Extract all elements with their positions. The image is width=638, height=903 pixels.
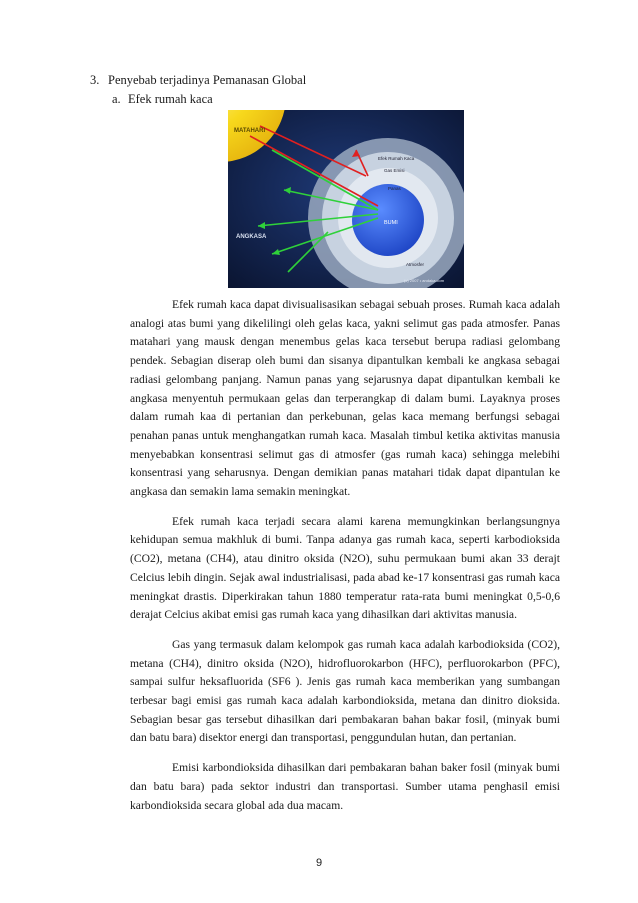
section-heading (90, 72, 306, 88)
label-atmosphere: Atmosfer (406, 262, 425, 267)
label-sun: MATAHARI (234, 128, 266, 134)
section-title: Penyebab terjadinya Pemanasan Global (108, 73, 307, 87)
label-space: ANGKASA (236, 234, 267, 240)
paragraph-1: Efek rumah kaca dapat divisualisasikan sebagai sebuah proses. Rumah kaca adalah analogi atas bumi yang dikelilingi oleh gelas kaca, yakni selimut gas pada atmosfer. Panas matahari yang mausk dengan menembus gelas kaca tersebut berupa radiasi gelombang pendek. Sebagian diserap oleh bumi dan sisanya dipantulkan kembali ke angkasa sebagai radiasi gelombang panjang. Namun panas yang sejarusnya dapat dipantulkan kembali ke angkasa menyentuh permukaan gelas dan terperangkap di dalam bumi. Layaknya proses dalam rumah kaa di pertanian dan perkebunan, gelas kaca memang berfungsi sebagai penahan panas untuk menghangatkan rumah kaca. Masalah timbul ketika aktivitas manusia menyebabkan konsentrasi selimut gas di atmosfer (gas rumah kaca) sehingga melebihi konsentrasi yang seharusnya. Dengan demikian panas matahari tidak dapat dipantulan ke angkasa dan semakin lama semakin meningkat. (130, 298, 560, 499)
label-greenhouse: Efek Rumah Kaca (378, 156, 415, 161)
label-emission: Gas Emisi (384, 168, 405, 173)
greenhouse-effect-figure (228, 110, 464, 288)
section-number: 3. (90, 73, 100, 87)
label-heat: Panas (388, 186, 401, 191)
paragraph-3: Gas yang termasuk dalam kelompok gas rumah kaca adalah karbodioksida (CO2), metana (CH4), dinitro oksida (N2O), hidrofluorokarbon (HFC), perfluorokarbon (PFC), sampai sulfur heksafluorida (SF6 ). Jenis gas rumah kaca memberikan yang sumbangan terbesar bagi emisi gas rumah kaca adalah karbondioksida, metana dan dinitro dioksida. Sebagian besar gas tersebut dihasilkan dari pembakaran bahan bakar fosil, (minyak bumi dan batu bara) disektor energi dan transportasi, penggundulan hutan, dan pertanian. (130, 637, 560, 745)
subsection-title: Efek rumah kaca (128, 92, 213, 106)
body-text (130, 296, 560, 826)
greenhouse-diagram (228, 110, 464, 288)
subsection-heading (112, 91, 213, 107)
page-number: 9 (315, 857, 323, 869)
image-credit: (c) 2007 • andaka.com (404, 278, 445, 283)
subsection-number: a. (112, 92, 121, 106)
label-earth: BUMI (384, 220, 398, 226)
paragraph-4: Emisi karbondioksida dihasilkan dari pembakaran bahan baker fosil (minyak bumi dan batu bara) pada sektor industri dan transportasi. Sumber utama penghasil emisi karbondioksida secara global ada dua macam. (130, 761, 560, 812)
paragraph-2: Efek rumah kaca terjadi secara alami karena memungkinkan berlangsungnya kehidupan semua makhluk di bumi. Tanpa adanya gas rumah kaca, seperti karbodioksida (CO2), metana (CH4), atau dinitro oksida (N2O), suhu permukaan bumi akan 33 derajt Celcius lebih dingin. Sejak awal industrialisasi, pada abad ke-17 konsentrasi gas rumah kaca meningkat drastis. Diperkirakan tahun 1880 temperatur rata-rata bumi meningkat 0,5-0,6 derajat Celcius akibat emisi gas rumah kaca yang dihasilkan dari aktivitas manusia. (130, 514, 560, 622)
